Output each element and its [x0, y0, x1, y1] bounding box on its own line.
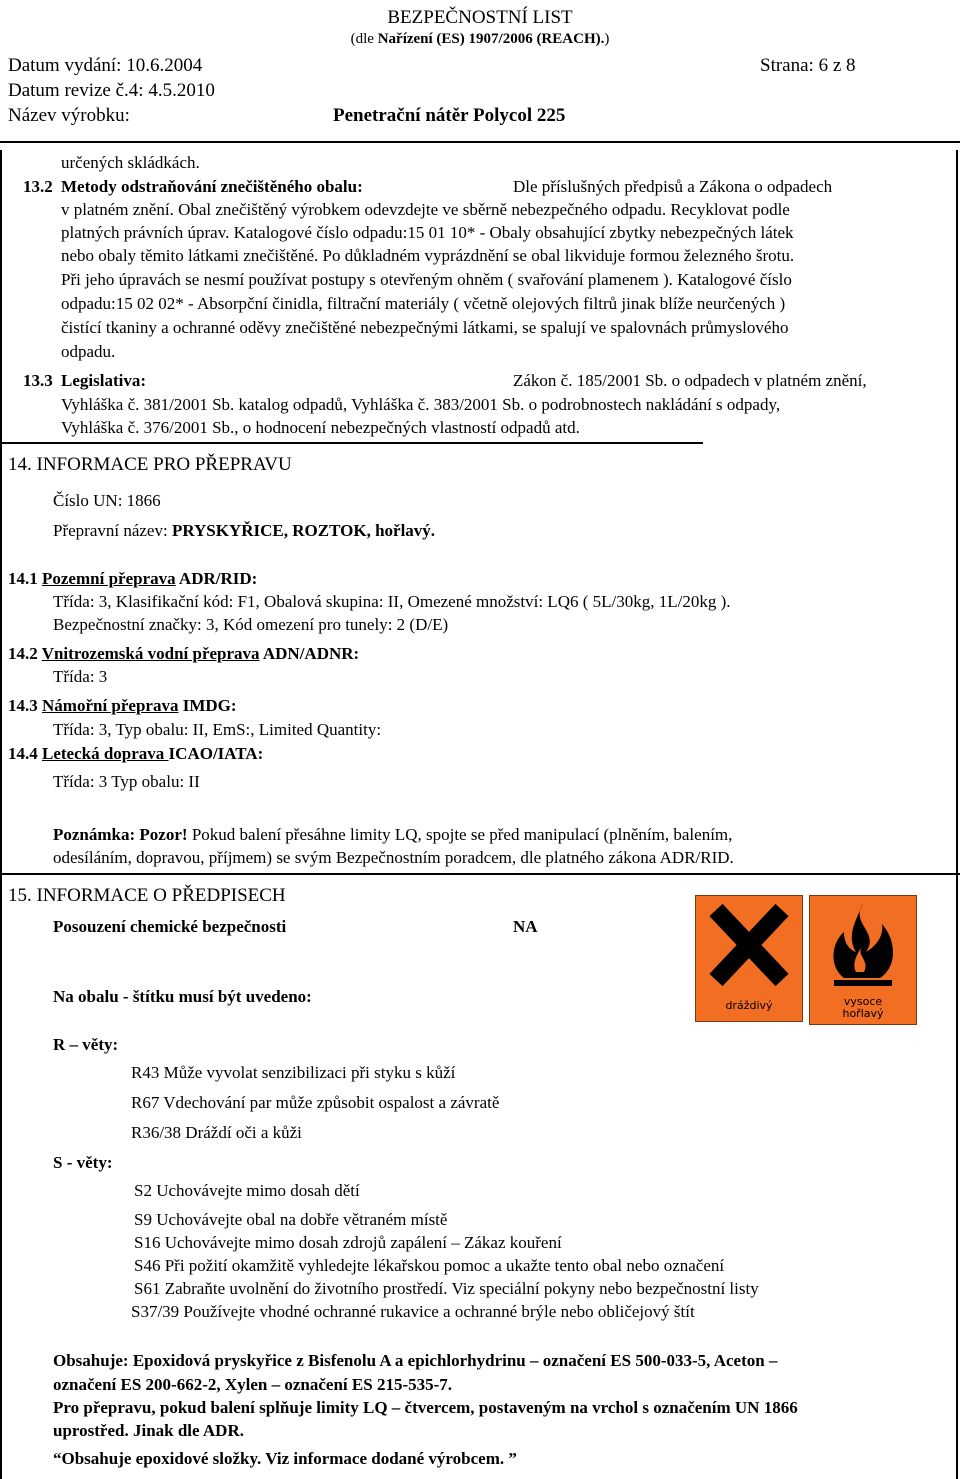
- s-phrase: S61 Zabraňte uvolnění do životního prostředí. Viz speciální pokyny nebo bezpečnostní listy: [134, 1279, 759, 1298]
- s144-number: 14.4: [8, 744, 42, 763]
- s132-line: čistící tkaniny a ochranné oděvy znečištěné nebezpečnými látkami, se spalují ve spalovnách průmyslového: [61, 318, 789, 337]
- s-phrases-label: S - věty:: [53, 1153, 113, 1172]
- r-phrases-label: R – věty:: [53, 1035, 119, 1054]
- s132-line: nebo obaly těmito látkami znečištěné. Po důkladném vyprázdnění se obal likviduje formou železného šrotu.: [61, 246, 795, 265]
- s133-title: Legislativa:: [61, 371, 146, 390]
- s132-number: 13.2: [23, 177, 53, 196]
- pictogram-caption: dráždivý: [725, 999, 773, 1012]
- flame-icon: [810, 896, 916, 996]
- note-label: Poznámka: Pozor!: [53, 825, 188, 844]
- assessment-value: NA: [513, 917, 538, 936]
- transport-note: [53, 824, 732, 846]
- s133-value: Zákon č. 185/2001 Sb. o odpadech v platném znění,: [513, 371, 867, 390]
- s143-line: Třída: 3, Typ obalu: II, EmS:, Limited Quantity:: [53, 720, 382, 739]
- right-border: [956, 150, 958, 1479]
- revision-date: Datum revize č.4: 4.5.2010: [8, 80, 215, 101]
- contains-line: Obsahuje: Epoxidová pryskyřice z Bisfenolu A a epichlorhydrinu – označení ES 500-033-5, Aceton –: [53, 1351, 778, 1370]
- r-phrase: R36/38 Dráždí oči a kůži: [131, 1123, 302, 1142]
- s132-line: platných právních úprav. Katalogové číslo odpadu:15 01 10* - Obaly obsahující zbytky nebezpečných látek: [61, 223, 794, 242]
- s141-code: ADR/RID:: [175, 569, 258, 588]
- transport-note-line2: odesíláním, dopravou, příjmem) se svým Bezpečnostním poradcem, dle platného zákona ADR/RID.: [53, 848, 734, 867]
- s143-number: 14.3: [8, 696, 42, 715]
- label-heading: Na obalu - štítku musí být uvedeno:: [53, 987, 312, 1006]
- page-number: Strana: 6 z 8: [760, 55, 856, 76]
- contains-line: označení ES 200-662-2, Xylen – označení ES 215-535-7.: [53, 1375, 453, 1394]
- s132-line: v platném znění. Obal znečištěný výrobkem odevzdejte ve sběrně nebezpečného odpadu. Recyklovat podle: [61, 200, 790, 219]
- irritant-pictogram: [695, 895, 803, 1022]
- continuation-line: určených skládkách.: [61, 153, 200, 172]
- s144-mode: Letecká doprava: [42, 744, 169, 763]
- transport-name: [53, 520, 435, 542]
- document-title: BEZPEČNOSTNÍ LIST: [387, 7, 573, 28]
- left-border: [0, 150, 2, 1479]
- pictogram-caption: vysoce hořlavý: [842, 995, 884, 1020]
- regulation-line: [0, 30, 960, 48]
- product-label: Název výrobku:: [8, 105, 130, 126]
- s132-line: odpadu:15 02 02* - Absorpční činidla, filtrační materiály ( včetně olejových filtrů jinak blíže neurčených ): [61, 294, 786, 313]
- contains-line: uprostřed. Jinak dle ADR.: [53, 1421, 244, 1440]
- s-phrase: S16 Uchovávejte mimo dosah zdrojů zapálení – Zákaz kouření: [134, 1233, 562, 1252]
- s141-line: Bezpečnostní značky: 3, Kód omezení pro tunely: 2 (D/E): [53, 615, 449, 634]
- regulation-name: Nařízení (ES) 1907/2006 (REACH).: [377, 31, 605, 47]
- note-text: Pokud balení přesáhne limity LQ, spojte se před manipulací (plněním, balením,: [187, 825, 733, 844]
- section-rule: [0, 442, 703, 444]
- regulation-suffix: ): [604, 31, 610, 47]
- regulation-prefix: (dle: [350, 31, 378, 47]
- s142-code: ADN/ADNR:: [259, 644, 360, 663]
- flammable-pictogram: [809, 895, 917, 1025]
- s143-heading: [8, 695, 237, 717]
- un-number: Číslo UN: 1866: [53, 491, 161, 510]
- s133-line: Vyhláška č. 381/2001 Sb. katalog odpadů, Vyhláška č. 383/2001 Sb. o podrobnostech nakládání s odpady,: [61, 395, 781, 414]
- s141-heading: [8, 568, 257, 590]
- transport-name-value: PRYSKYŘICE, ROZTOK, hořlavý.: [171, 521, 436, 540]
- s132-line: odpadu.: [61, 342, 116, 361]
- contains-line: “Obsahuje epoxidové složky. Viz informace dodané výrobcem. ”: [53, 1449, 517, 1468]
- s142-line: Třída: 3: [53, 667, 108, 686]
- product-name: Penetrační nátěr Polycol 225: [333, 105, 566, 126]
- s132-title: Metody odstraňování znečištěného obalu:: [61, 177, 363, 196]
- s141-mode: Pozemní přeprava: [42, 569, 176, 588]
- r-phrase: R67 Vdechování par může způsobit ospalost a závratě: [131, 1093, 500, 1112]
- s141-number: 14.1: [8, 569, 42, 588]
- s144-heading: [8, 743, 263, 765]
- s144-line: Třída: 3 Typ obalu: II: [53, 772, 200, 791]
- s-phrase: S2 Uchovávejte mimo dosah dětí: [134, 1181, 360, 1200]
- s142-number: 14.2: [8, 644, 42, 663]
- transport-name-label: Přepravní název:: [53, 521, 172, 540]
- contains-line: Pro přepravu, pokud balení splňuje limity LQ – čtvercem, postaveným na vrchol s označením UN 1866: [53, 1398, 798, 1417]
- s143-code: IMDG:: [178, 696, 237, 715]
- header-rule: [0, 141, 960, 143]
- s133-number: 13.3: [23, 371, 53, 390]
- s133-line: Vyhláška č. 376/2001 Sb., o hodnocení nebezpečných vlastností odpadů atd.: [61, 418, 580, 437]
- s-phrase: S46 Při požití okamžitě vyhledejte lékařskou pomoc a ukažte tento obal nebo označení: [134, 1256, 725, 1275]
- issue-date: Datum vydání: 10.6.2004: [8, 55, 203, 76]
- s-phrase: S37/39 Používejte vhodné ochranné rukavice a ochranné brýle nebo obličejový štít: [131, 1302, 695, 1321]
- s143-mode: Námořní přeprava: [42, 696, 179, 715]
- s142-heading: [8, 643, 359, 665]
- s-phrase: S9 Uchovávejte obal na dobře větraném místě: [134, 1210, 448, 1229]
- r-phrase: R43 Může vyvolat senzibilizaci při styku s kůží: [131, 1063, 456, 1082]
- s141-line: Třída: 3, Klasifikační kód: F1, Obalová skupina: II, Omezené množství: LQ6 ( 5L/30kg, 1L/20kg ).: [53, 592, 731, 611]
- section14-heading: 14. INFORMACE PRO PŘEPRAVU: [8, 454, 292, 475]
- s142-mode: Vnitrozemská vodní přeprava: [41, 644, 260, 663]
- section-rule: [0, 873, 960, 875]
- assessment-label: Posouzení chemické bezpečnosti: [53, 917, 287, 936]
- s144-code: ICAO/IATA:: [168, 744, 264, 763]
- irritant-cross-icon: [696, 896, 802, 1006]
- s132-line: Při jeho úpravách se nesmí používat postupy s otevřeným ohněm ( svařování plamenem ). Katalogové číslo: [61, 270, 792, 289]
- section15-heading: 15. INFORMACE O PŘEDPISECH: [8, 885, 286, 906]
- s132-value: Dle příslušných předpisů a Zákona o odpadech: [513, 177, 833, 196]
